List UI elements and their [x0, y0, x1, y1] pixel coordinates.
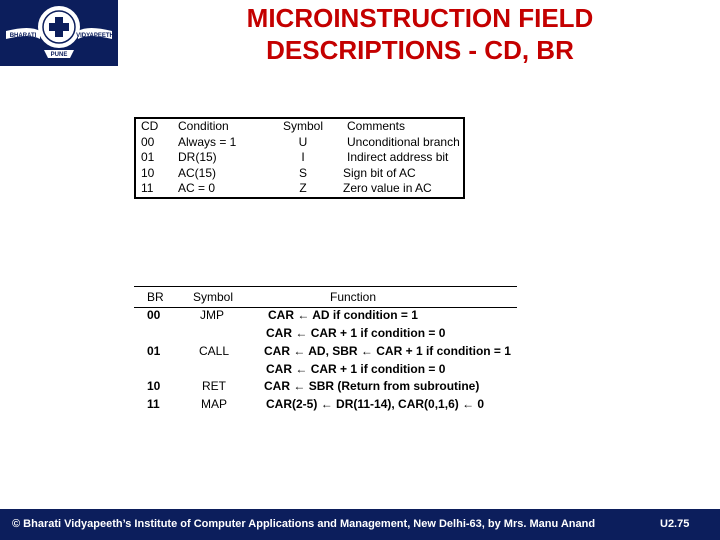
- br-table-header: [134, 286, 517, 308]
- function-source: DR(11-14), CAR(0,1,6): [336, 397, 459, 411]
- br-code: 10: [147, 379, 161, 393]
- cd-code: 00: [141, 134, 155, 149]
- footer-bar: [0, 509, 720, 540]
- function-line: [264, 344, 511, 358]
- logo-left-text: BHARATI: [9, 33, 37, 39]
- cd-condition: Always = 1: [178, 134, 237, 149]
- cd-header-condition: Condition: [178, 119, 229, 133]
- page-title-line2: DESCRIPTIONS - CD, BR: [266, 35, 574, 65]
- function-target: CAR: [264, 379, 290, 393]
- cd-symbol: Z: [299, 181, 307, 196]
- logo-right-text: VIDYAPEETH: [76, 33, 114, 39]
- table-row: [135, 150, 464, 166]
- br-code: 01: [147, 344, 161, 358]
- br-header-br: BR: [147, 290, 164, 304]
- left-arrow-icon: ←: [293, 344, 306, 358]
- br-code: 11: [147, 397, 160, 411]
- cd-symbol: S: [298, 165, 307, 180]
- br-header-symbol: Symbol: [193, 290, 234, 304]
- table-row: [135, 135, 464, 151]
- function-source-2: 0: [477, 397, 485, 411]
- cd-header-comments: Comments: [347, 119, 406, 133]
- function-source: AD, SBR: [308, 344, 358, 358]
- cd-header-cd: CD: [141, 119, 159, 133]
- table-row: [135, 166, 464, 182]
- function-line: [266, 362, 445, 376]
- left-arrow-icon: ←: [295, 326, 308, 340]
- footer-credit: © Bharati Vidyapeeth’s Institute of Computer Applications and Management, New Delhi-63, by Mrs. Manu Anand: [12, 518, 596, 530]
- institute-logo: [0, 0, 118, 66]
- page-title-line1: MICROINSTRUCTION FIELD: [246, 3, 594, 33]
- function-target: CAR: [266, 362, 292, 376]
- function-source-2: CAR + 1 if condition = 1: [376, 344, 511, 358]
- function-source: CAR + 1 if condition = 0: [310, 362, 446, 376]
- function-line: [268, 308, 418, 322]
- left-arrow-icon: ←: [293, 379, 306, 393]
- function-source: SBR (Return from subroutine): [308, 379, 480, 393]
- page-number: U2.75: [660, 518, 690, 530]
- br-code: 00: [147, 308, 161, 322]
- br-symbol: CALL: [199, 344, 230, 358]
- left-arrow-icon: ←: [360, 344, 373, 358]
- left-arrow-icon: ←: [462, 397, 475, 411]
- cd-comment: Indirect address bit: [347, 150, 449, 165]
- function-target: CAR: [268, 308, 294, 322]
- function-source: CAR + 1 if condition = 0: [310, 326, 446, 340]
- cd-comment: Sign bit of AC: [343, 165, 416, 180]
- br-symbol: JMP: [200, 308, 224, 322]
- cd-comment: Unconditional branch: [347, 134, 460, 149]
- function-target: CAR: [266, 326, 292, 340]
- br-symbol: MAP: [201, 397, 228, 411]
- br-symbol: RET: [202, 379, 226, 393]
- function-line: [264, 379, 479, 393]
- left-arrow-icon: ←: [320, 397, 333, 411]
- function-target: CAR: [264, 344, 290, 358]
- cd-condition: DR(15): [178, 150, 217, 165]
- left-arrow-icon: ←: [295, 362, 308, 376]
- function-source: AD if condition = 1: [312, 308, 418, 322]
- cd-comment: Zero value in AC: [343, 181, 432, 196]
- cd-code: 01: [141, 150, 155, 165]
- cd-table-header-row: [135, 118, 464, 135]
- cd-table: [134, 117, 465, 199]
- function-line: [266, 326, 445, 340]
- cd-code: 11: [141, 181, 154, 196]
- table-row: [135, 181, 464, 198]
- cd-symbol: U: [298, 134, 308, 149]
- cd-symbol: I: [301, 150, 305, 165]
- function-line: [266, 397, 484, 411]
- cd-condition: AC(15): [178, 165, 217, 180]
- left-arrow-icon: ←: [297, 308, 310, 322]
- cd-condition: AC = 0: [178, 181, 216, 196]
- cd-code: 10: [141, 165, 155, 180]
- br-header-function: Function: [330, 290, 377, 304]
- function-target: CAR(2-5): [266, 397, 318, 411]
- logo-bottom-text: PUNE: [50, 52, 68, 58]
- cd-header-symbol: Symbol: [282, 119, 323, 133]
